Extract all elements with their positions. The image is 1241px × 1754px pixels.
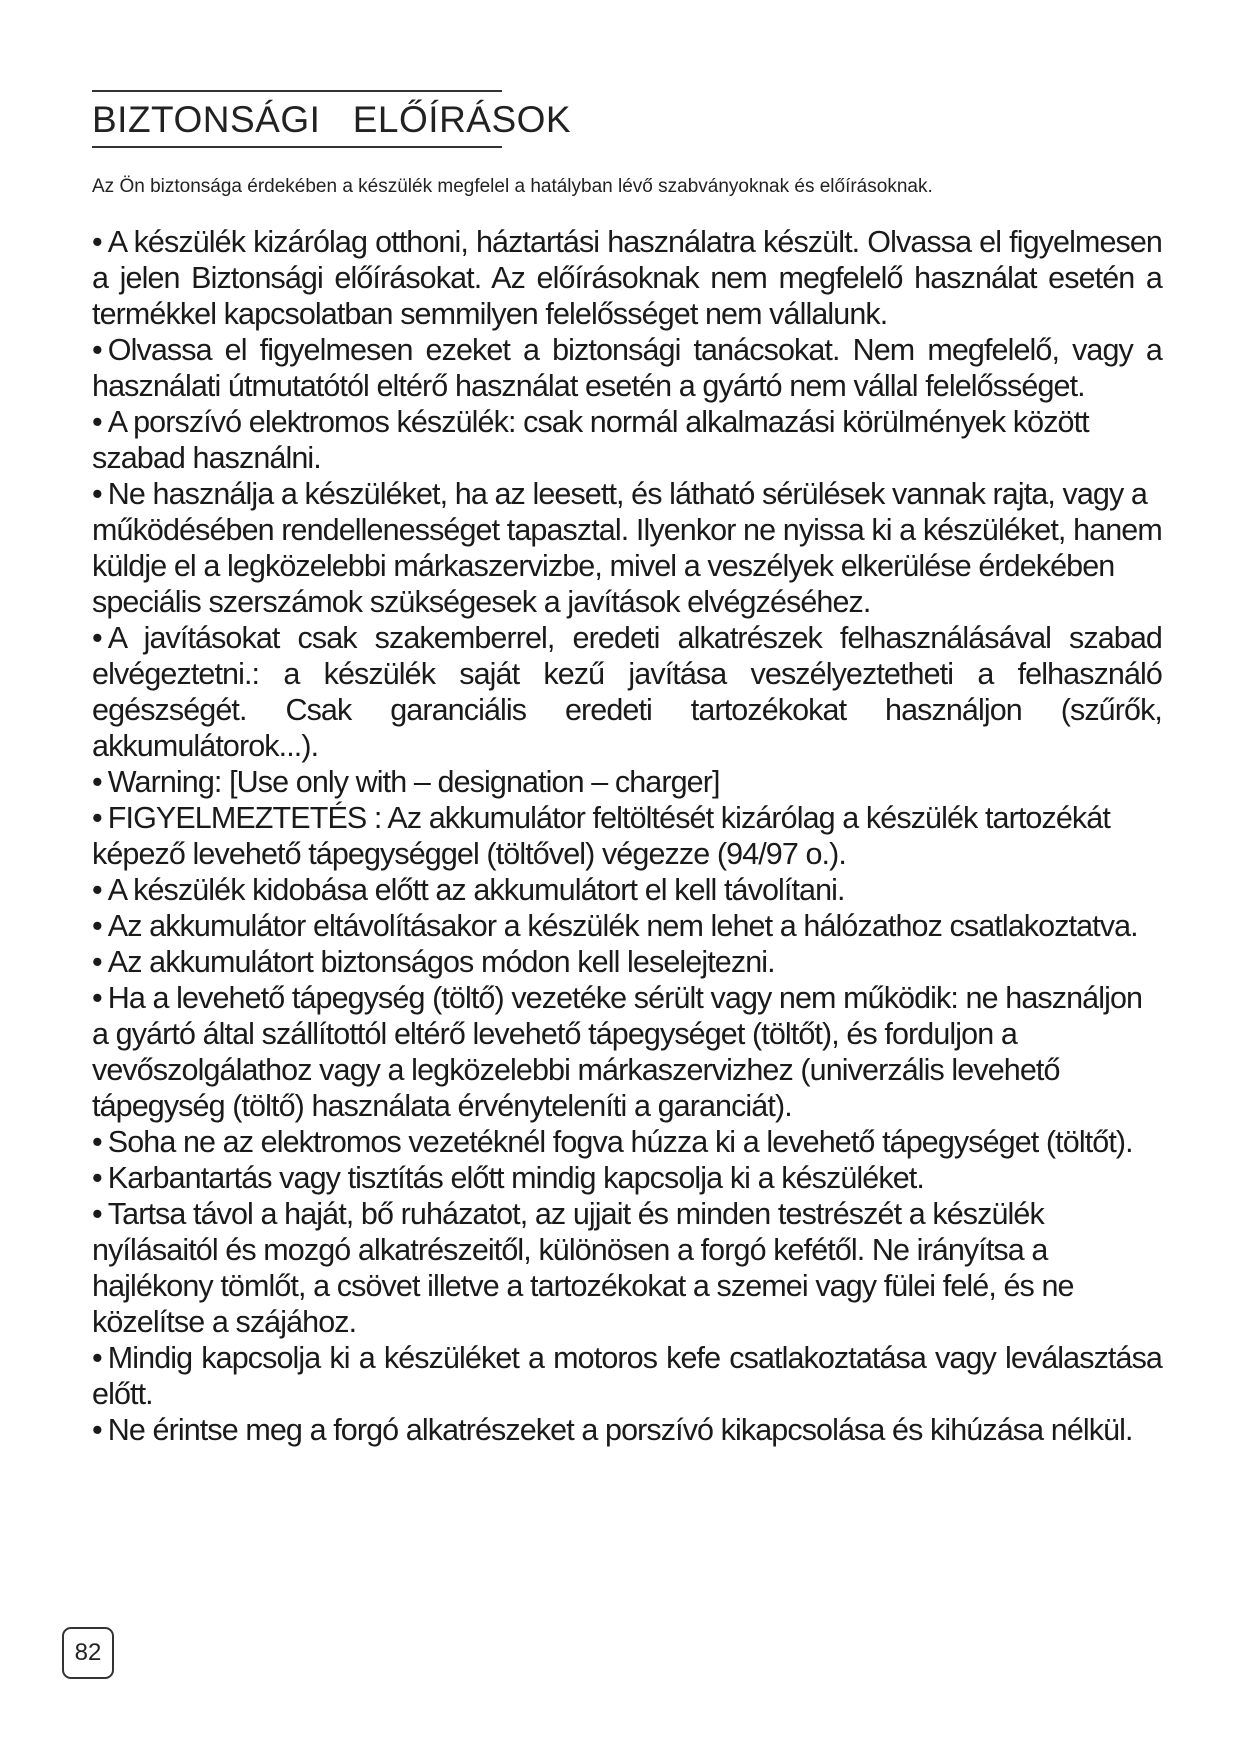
safety-rule [92,332,1162,404]
rule-text: Tartsa távol a haját, bő ruházatot, az ujjait és minden testrészét a készülék nyílásaitól és mozgó alkatrészeitől, különösen a forgó kefétől. Ne irányítsa a hajlékony tömlőt, a csövet illetve a tartozékokat a szemei vagy fülei felé, és ne közelítse a szájához. [92,1197,1074,1339]
rule-text: Karbantartás vagy tisztítás előtt mindig kapcsolja ki a készüléket. [107,1161,924,1195]
intro-text: Az Ön biztonsága érdekében a készülék megfelel a hatályban lévő szabványoknak és előírásoknak. [92,176,933,197]
bullet-icon: • [92,477,102,511]
rule-text: Mindig kapcsolja ki a készüléket a motoros kefe csatlakoztatása vagy leválasztása előtt. [92,1341,1162,1411]
safety-rule [92,476,1162,620]
bullet-icon: • [92,1161,102,1195]
safety-rule [92,944,1162,980]
bullet-icon: • [92,621,102,655]
bullet-icon: • [92,1341,102,1375]
rule-text: A porszívó elektromos készülék: csak normál alkalmazási körülmények között szabad használni. [92,405,1089,475]
rule-text: FIGYELMEZTETÉS : Az akkumulátor feltöltését kizárólag a készülék tartozékát képező levehető tápegységgel (töltővel) végezze (94/97 o.). [92,801,1110,871]
rule-text: A készülék kidobása előtt az akkumulátort el kell távolítani. [107,873,845,907]
safety-rules-list [92,224,1162,1448]
safety-rule [92,1412,1162,1448]
rule-text: Olvassa el figyelmesen ezeket a biztonsági tanácsokat. Nem megfelelő, vagy a használati útmutatótól eltérő használat esetén a gyártó nem vállal felelősséget. [92,333,1162,403]
safety-rule [92,800,1162,872]
safety-rule [92,1340,1162,1412]
safety-rule [92,1124,1162,1160]
rule-text: Ne használja a készüléket, ha az leesett, és látható sérülések vannak rajta, vagy a működésében rendellenességet tapasztal. Ilyenkor ne nyissa ki a készüléket, hanem küldje el a legközelebbi márkaszervizbe, mivel a veszélyek elkerülése érdekében speciális szerszámok szükségesek a javítások elvégzéséhez. [92,477,1162,619]
rule-text: Az akkumulátort biztonságos módon kell leselejtezni. [107,945,775,979]
rule-text: A javításokat csak szakemberrel, eredeti alkatrészek felhasználásával szabad elvégeztetni.: a készülék saját kezű javítása veszélyeztetheti a felhasználó egészségét. Csak garanciális eredeti tartozékokat használjon (szűrők, akkumulátorok...). [92,621,1162,763]
bullet-icon: • [92,405,102,439]
rule-text: Az akkumulátor eltávolításakor a készülék nem lehet a hálózathoz csatlakoztatva. [107,909,1138,943]
bullet-icon: • [92,1197,102,1231]
safety-rule [92,872,1162,908]
safety-rule [92,908,1162,944]
bullet-icon: • [92,909,102,943]
rule-text: Ne érintse meg a forgó alkatrészeket a porszívó kikapcsolása és kihúzása nélkül. [107,1413,1133,1447]
rule-text: Ha a levehető tápegység (töltő) vezetéke sérült vagy nem működik: ne használjon a gyártó által szállítottól eltérő levehető tápegységet (töltőt), és forduljon a vevőszolgálathoz vagy a legközelebbi márkaszervizhez (univerzális levehető tápegység (töltő) használata érvényteleníti a garanciát). [92,981,1143,1123]
page-number: 82 [74,1639,102,1666]
bullet-icon: • [92,225,102,259]
section-title-block [92,90,572,148]
bullet-icon: • [92,873,102,907]
bullet-icon: • [92,981,102,1015]
bullet-icon: • [92,945,102,979]
rule-text: Soha ne az elektromos vezetéknél fogva húzza ki a levehető tápegységet (töltőt). [107,1125,1133,1159]
bullet-icon: • [92,1413,102,1447]
rule-text: Warning: [Use only with – designation – charger] [107,765,720,799]
bullet-icon: • [92,801,102,835]
bullet-icon: • [92,765,102,799]
safety-rule [92,224,1162,332]
safety-rule [92,764,1162,800]
bullet-icon: • [92,1125,102,1159]
safety-rule [92,1160,1162,1196]
page-number-badge [62,1627,114,1679]
bullet-icon: • [92,333,102,367]
safety-rule [92,1196,1162,1340]
safety-rule [92,620,1162,764]
safety-rule [92,404,1162,476]
safety-rule [92,980,1162,1124]
rule-text: A készülék kizárólag otthoni, háztartási használatra készült. Olvassa el figyelmesen a jelen Biztonsági előírásokat. Az előírásoknak nem megfelelő használat esetén a termékkel kapcsolatban semmilyen felelősséget nem vállalunk. [92,225,1162,331]
page-title: BIZTONSÁGI ELŐÍRÁSOK [92,99,572,140]
